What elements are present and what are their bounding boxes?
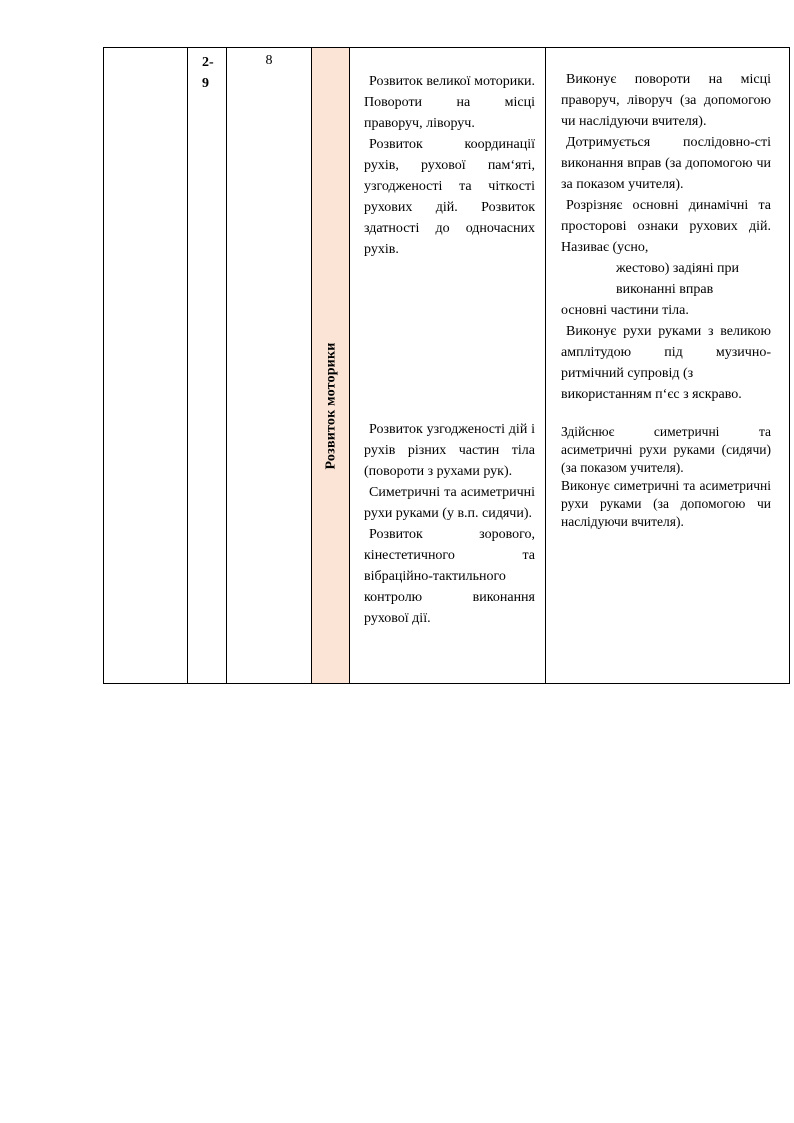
result-paragraph: Виконує повороти на місці праворуч, ліворуч (за допомогою чи наслідуючи вчителя).	[561, 72, 771, 129]
result-paragraph: Дотримується послідовно-сті виконання вправ (за допомогою чи за показом учителя).	[561, 135, 771, 192]
content-paragraph: Симетричні та асиметричні рухи руками (у в.п. сидячи).	[364, 485, 535, 521]
result-paragraph: виконанні вправ	[616, 282, 714, 297]
result-paragraph: Здійснює симетричні та асиметричні рухи руками (сидячи) (за показом учителя).	[561, 424, 771, 475]
content-cell	[350, 48, 546, 684]
weeks-line-1: 2-	[202, 55, 214, 70]
weeks-cell	[188, 48, 227, 684]
result-paragraph: основні частини тіла.	[561, 303, 689, 318]
curriculum-table	[103, 47, 790, 684]
content-paragraph: Розвиток координації рухів, рухової пам‘яті, узгодженості та чіткості рухових дій. Розвиток здатності до одночасних рухів.	[364, 137, 535, 257]
hours-cell: 8	[227, 48, 312, 684]
weeks-line-2: 9	[202, 76, 209, 91]
table-row	[104, 48, 790, 684]
result-paragraph: жестово) задіяні при	[616, 261, 739, 276]
result-paragraph: використанням п‘єс з яскраво.	[561, 387, 742, 402]
content-paragraph: Розвиток зорового, кінестетичного та вібраційно-тактильного контролю виконання рухової дії.	[364, 527, 535, 626]
result-paragraph: Виконує рухи руками з великою амплітудою під музично-ритмічний супровід (з	[561, 324, 771, 381]
empty-cell	[104, 48, 188, 684]
result-paragraph: Розрізняє основні динамічні та просторові ознаки рухових дій. Називає (усно,	[561, 198, 771, 255]
results-cell	[546, 48, 790, 684]
section-title: Розвиток моторики	[323, 342, 338, 470]
content-paragraph: Розвиток узгодженості дій і рухів різних частин тіла (повороти з рухами рук).	[364, 422, 535, 479]
result-paragraph: Виконує симетричні та асиметричні рухи руками (за допомогою чи наслідуючи вчителя).	[561, 478, 771, 529]
section-cell	[312, 48, 350, 684]
content-paragraph: Розвиток великої моторики. Повороти на місці праворуч, ліворуч.	[364, 74, 535, 131]
